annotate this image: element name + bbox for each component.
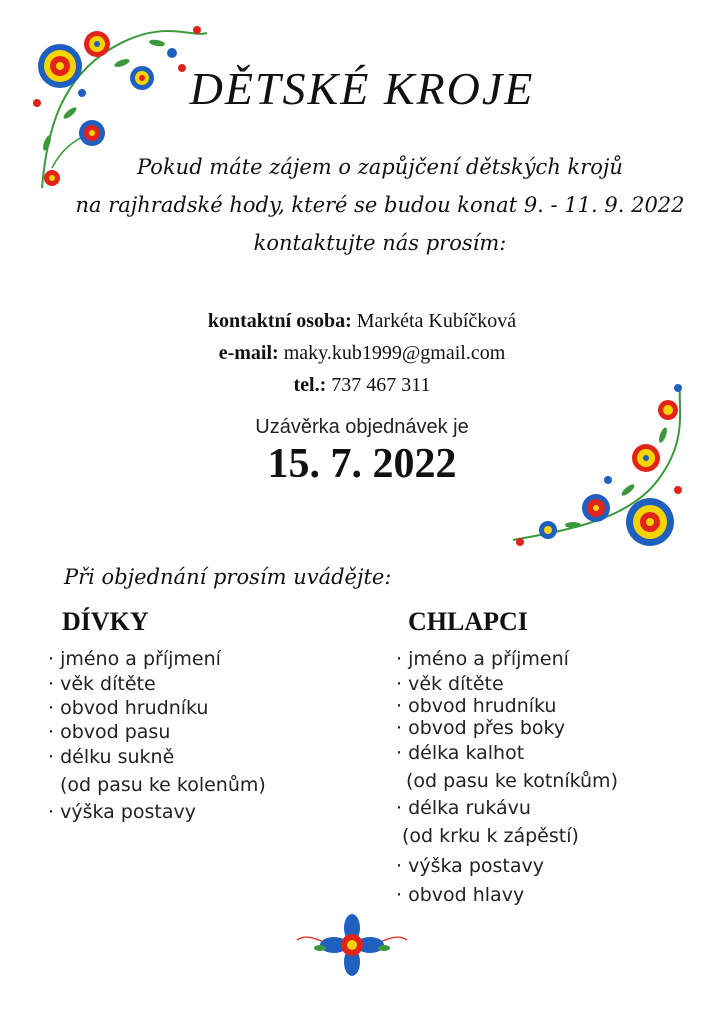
contact-email-value: maky.kub1999@gmail.com xyxy=(283,342,506,364)
list-item: · věk dítěte xyxy=(48,673,156,695)
girls-title: DÍVKY xyxy=(62,607,149,636)
intro-line-1: Pokud máte zájem o zapůjčení dětských krojů xyxy=(137,155,623,179)
list-item: · jméno a příjmení xyxy=(396,648,569,670)
list-item: (od pasu ke kotníkům) xyxy=(406,770,618,792)
list-item: · obvod přes boky xyxy=(396,717,566,739)
list-item: · výška postavy xyxy=(48,801,196,823)
contact-phone-label: tel.: xyxy=(293,374,327,396)
list-item: · obvod pasu xyxy=(48,721,171,743)
contact-email-row xyxy=(0,337,724,369)
contact-block xyxy=(0,305,724,401)
boys-title: CHLAPCI xyxy=(408,607,528,636)
intro-line-2: na rajhradské hody, které se budou konat 9. - 11. 9. 2022 xyxy=(75,193,685,217)
contact-person-row xyxy=(0,305,724,337)
folk-ornament-bottom xyxy=(292,910,412,980)
list-item: · obvod hrudníku xyxy=(48,697,209,719)
list-item: (od pasu ke kolenům) xyxy=(60,774,266,796)
deadline-label: Uzávěrka objednávek je xyxy=(255,416,469,438)
list-item: · délka rukávu xyxy=(396,797,531,819)
list-item: · jméno a příjmení xyxy=(48,648,221,670)
list-item: (od krku k zápěstí) xyxy=(402,825,579,847)
deadline-date: 15. 7. 2022 xyxy=(267,441,457,487)
contact-person-value: Markéta Kubíčková xyxy=(356,310,517,332)
list-item: · obvod hrudníku xyxy=(396,695,557,717)
order-heading: Při objednání prosím uvádějte: xyxy=(64,565,392,589)
list-item: · délka kalhot xyxy=(396,742,525,764)
contact-email-label: e-mail: xyxy=(218,342,279,364)
list-item: · délku sukně xyxy=(48,746,175,768)
list-item: · věk dítěte xyxy=(396,673,504,695)
list-item: · výška postavy xyxy=(396,855,544,877)
contact-phone-value: 737 467 311 xyxy=(331,374,431,396)
intro-text xyxy=(60,148,700,262)
list-item: · obvod hlavy xyxy=(396,884,525,906)
contact-phone-row xyxy=(0,369,724,401)
contact-person-label: kontaktní osoba: xyxy=(207,310,352,332)
page-title: DĚTSKÉ KROJE xyxy=(189,63,535,114)
intro-line-3: kontaktujte nás prosím: xyxy=(253,231,507,255)
